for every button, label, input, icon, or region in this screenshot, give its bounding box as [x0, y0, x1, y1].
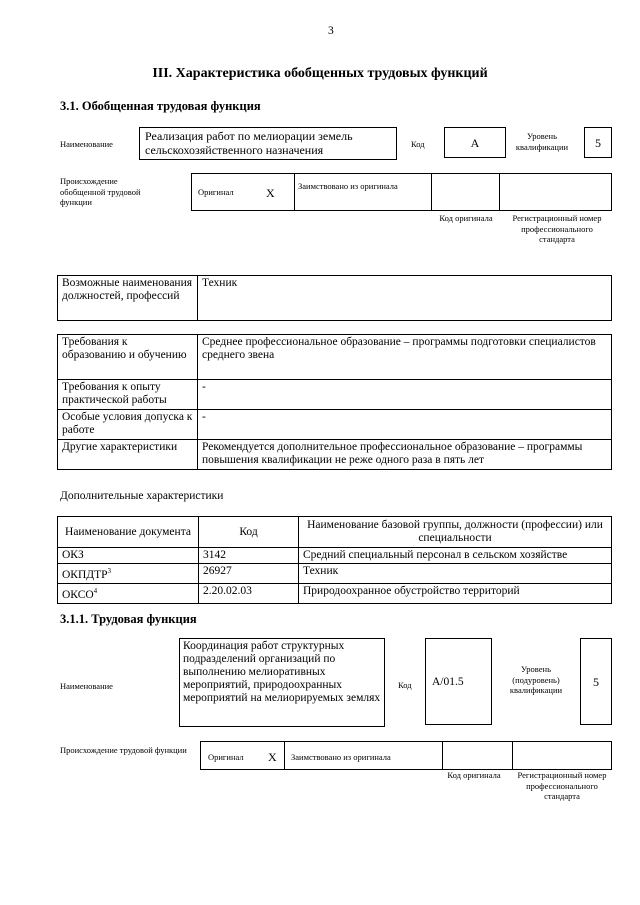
- page-number: 3: [328, 25, 334, 37]
- requirement-row: [58, 410, 612, 440]
- gtf-origin-label: Происхождение обобщенной трудовой функции: [60, 176, 141, 207]
- possible-titles-value: Техник: [198, 276, 612, 321]
- header-name: Наименование базовой группы, должности (профессии) или специальности: [299, 517, 612, 548]
- row-doc: ОКСО: [62, 588, 94, 601]
- additional-header-row: [58, 517, 612, 548]
- table-row: [58, 583, 612, 603]
- row-code: 26927: [199, 564, 299, 584]
- requirements-table: [57, 334, 612, 470]
- possible-titles-table: [57, 275, 612, 321]
- requirement-row: [58, 380, 612, 410]
- row-code: 2.20.02.03: [199, 583, 299, 603]
- tf-heading: 3.1.1. Трудовая функция: [60, 612, 197, 626]
- requirement-row: [58, 335, 612, 380]
- row-doc: ОКПДТР: [62, 568, 108, 581]
- requirement-value: -: [198, 380, 612, 410]
- gtf-reg-number-caption: Регистрационный номер профессионального стандарта: [512, 213, 602, 244]
- requirement-value: Среднее профессиональное образование – программы подготовки специалистов среднего звена: [198, 335, 612, 380]
- row-name: Средний специальный персонал в сельском хозяйстве: [299, 548, 612, 564]
- row-name: Техник: [299, 564, 612, 584]
- requirement-row: [58, 440, 612, 470]
- tf-code-label: Код: [398, 680, 412, 690]
- tf-level-label: Уровень (подуровень) квалификации: [509, 664, 563, 695]
- additional-table: [57, 516, 612, 604]
- requirement-label: Требования к опыту практической работы: [58, 380, 198, 410]
- requirement-value: -: [198, 410, 612, 440]
- row-name: Природоохранное обустройство территорий: [299, 583, 612, 603]
- gtf-level-label: Уровень квалификации: [515, 131, 569, 152]
- gtf-code-label: Код: [411, 139, 425, 149]
- row-doc: ОКЗ: [62, 549, 84, 561]
- gtf-original-label: Оригинал: [198, 187, 234, 197]
- header-doc: Наименование документа: [58, 517, 199, 548]
- possible-titles-label: Возможные наименования должностей, профессий: [58, 276, 198, 321]
- gtf-code-value: А: [444, 127, 506, 158]
- tf-name-value: Координация работ структурных подразделений организаций по выполнению мелиоративных мероприятий, природоохранных мероприятий на мелиорируемых землях: [179, 638, 385, 727]
- tf-original-mark: X: [268, 750, 277, 764]
- gtf-origin-table: [191, 173, 612, 211]
- row-code: 3142: [199, 548, 299, 564]
- table-row: [58, 564, 612, 584]
- row-doc-footnote: 4: [93, 586, 98, 595]
- tf-original-label: Оригинал: [208, 752, 244, 762]
- tf-orig-code-caption: Код оригинала: [447, 770, 501, 780]
- gtf-name-label: Наименование: [60, 139, 113, 149]
- requirement-label: Требования к образованию и обучению: [58, 335, 198, 380]
- gtf-level-value: 5: [584, 127, 612, 158]
- tf-code-value: А/01.5: [425, 638, 492, 725]
- tf-borrowed-label: Заимствовано из оригинала: [291, 752, 391, 762]
- header-code: Код: [199, 517, 299, 548]
- section-title: III. Характеристика обобщенных трудовых функций: [152, 66, 488, 81]
- tf-reg-number-caption: Регистрационный номер профессионального стандарта: [517, 770, 607, 801]
- tf-origin-label: Происхождение трудовой функции: [60, 745, 187, 755]
- row-doc-footnote: 3: [107, 567, 112, 575]
- gtf-name-value: Реализация работ по мелиорации земель сельскохозяйственного назначения: [139, 127, 397, 160]
- tf-name-label: Наименование: [60, 681, 113, 691]
- table-row: [58, 548, 612, 564]
- gtf-orig-code-caption: Код оригинала: [439, 213, 493, 223]
- requirement-label: Другие характеристики: [58, 440, 198, 470]
- requirement-value: Рекомендуется дополнительное профессиональное образование – программы повышения квалификации не реже одного раза в пять лет: [198, 440, 612, 470]
- tf-origin-table: [200, 741, 612, 770]
- gtf-borrowed-label: Заимствовано из оригинала: [298, 181, 398, 191]
- requirement-label: Особые условия допуска к работе: [58, 410, 198, 440]
- gtf-original-mark: X: [266, 186, 275, 200]
- tf-level-value: 5: [580, 638, 612, 725]
- gtf-heading: 3.1. Обобщенная трудовая функция: [60, 99, 261, 113]
- additional-heading: Дополнительные характеристики: [60, 490, 224, 502]
